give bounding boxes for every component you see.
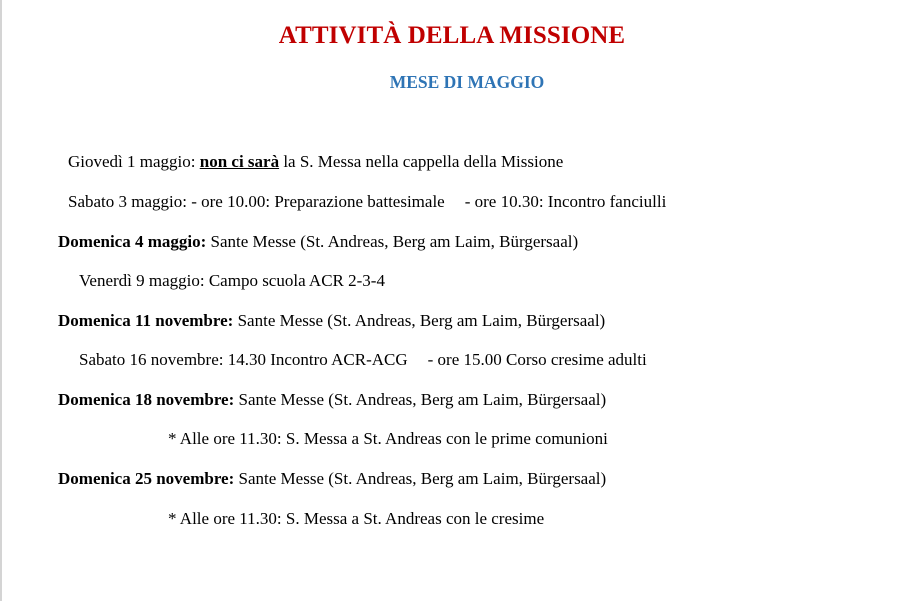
document-subtitle: MESE DI MAGGIO <box>389 72 545 92</box>
line-text: Giovedì 1 maggio: <box>68 152 200 171</box>
line-cresime <box>168 509 544 529</box>
line-text: Sabato 3 maggio: - ore 10.00: Preparazione battesimale <box>68 192 445 211</box>
line-domenica-18-novembre <box>58 390 606 410</box>
line-text: * Alle ore 11.30: S. Messa a St. Andreas con le prime comunioni <box>168 429 608 448</box>
line-text: Sante Messe (St. Andreas, Berg am Laim, Bürgersaal) <box>206 232 579 251</box>
line-sabato-3-maggio <box>68 192 666 212</box>
line-date: Domenica 25 novembre: <box>58 469 235 488</box>
line-text: - ore 15.00 Corso cresime adulti <box>427 350 647 369</box>
line-giovedi-1-maggio <box>68 152 563 172</box>
line-date: Domenica 11 novembre: <box>58 311 234 330</box>
line-text: Sante Messe (St. Andreas, Berg am Laim, Bürgersaal) <box>234 469 607 488</box>
line-text: * Alle ore 11.30: S. Messa a St. Andreas con le cresime <box>168 509 545 528</box>
line-text: Sabato 16 novembre: 14.30 Incontro ACR-ACG <box>79 350 408 369</box>
line-domenica-11-novembre <box>58 311 605 331</box>
line-prime-comunioni <box>168 429 608 449</box>
line-domenica-25-novembre <box>58 469 606 489</box>
line-date: Domenica 18 novembre: <box>58 390 235 409</box>
line-date: Domenica 4 maggio: <box>58 232 207 251</box>
line-text: Venerdì 9 maggio: Campo scuola ACR 2-3-4 <box>79 271 385 290</box>
line-domenica-4-maggio <box>58 232 578 252</box>
line-sabato-16-novembre <box>79 350 647 370</box>
document-title: ATTIVITÀ DELLA MISSIONE <box>278 22 626 49</box>
emphasis-text: non ci sarà <box>199 152 280 171</box>
line-text: Sante Messe (St. Andreas, Berg am Laim, Bürgersaal) <box>234 390 607 409</box>
line-text: Sante Messe (St. Andreas, Berg am Laim, Bürgersaal) <box>233 311 606 330</box>
line-text: la S. Messa nella cappella della Missione <box>279 152 564 171</box>
line-text: - ore 10.30: Incontro fanciulli <box>464 192 667 211</box>
document-page <box>2 0 900 601</box>
line-venerdi-9-maggio <box>79 271 385 291</box>
